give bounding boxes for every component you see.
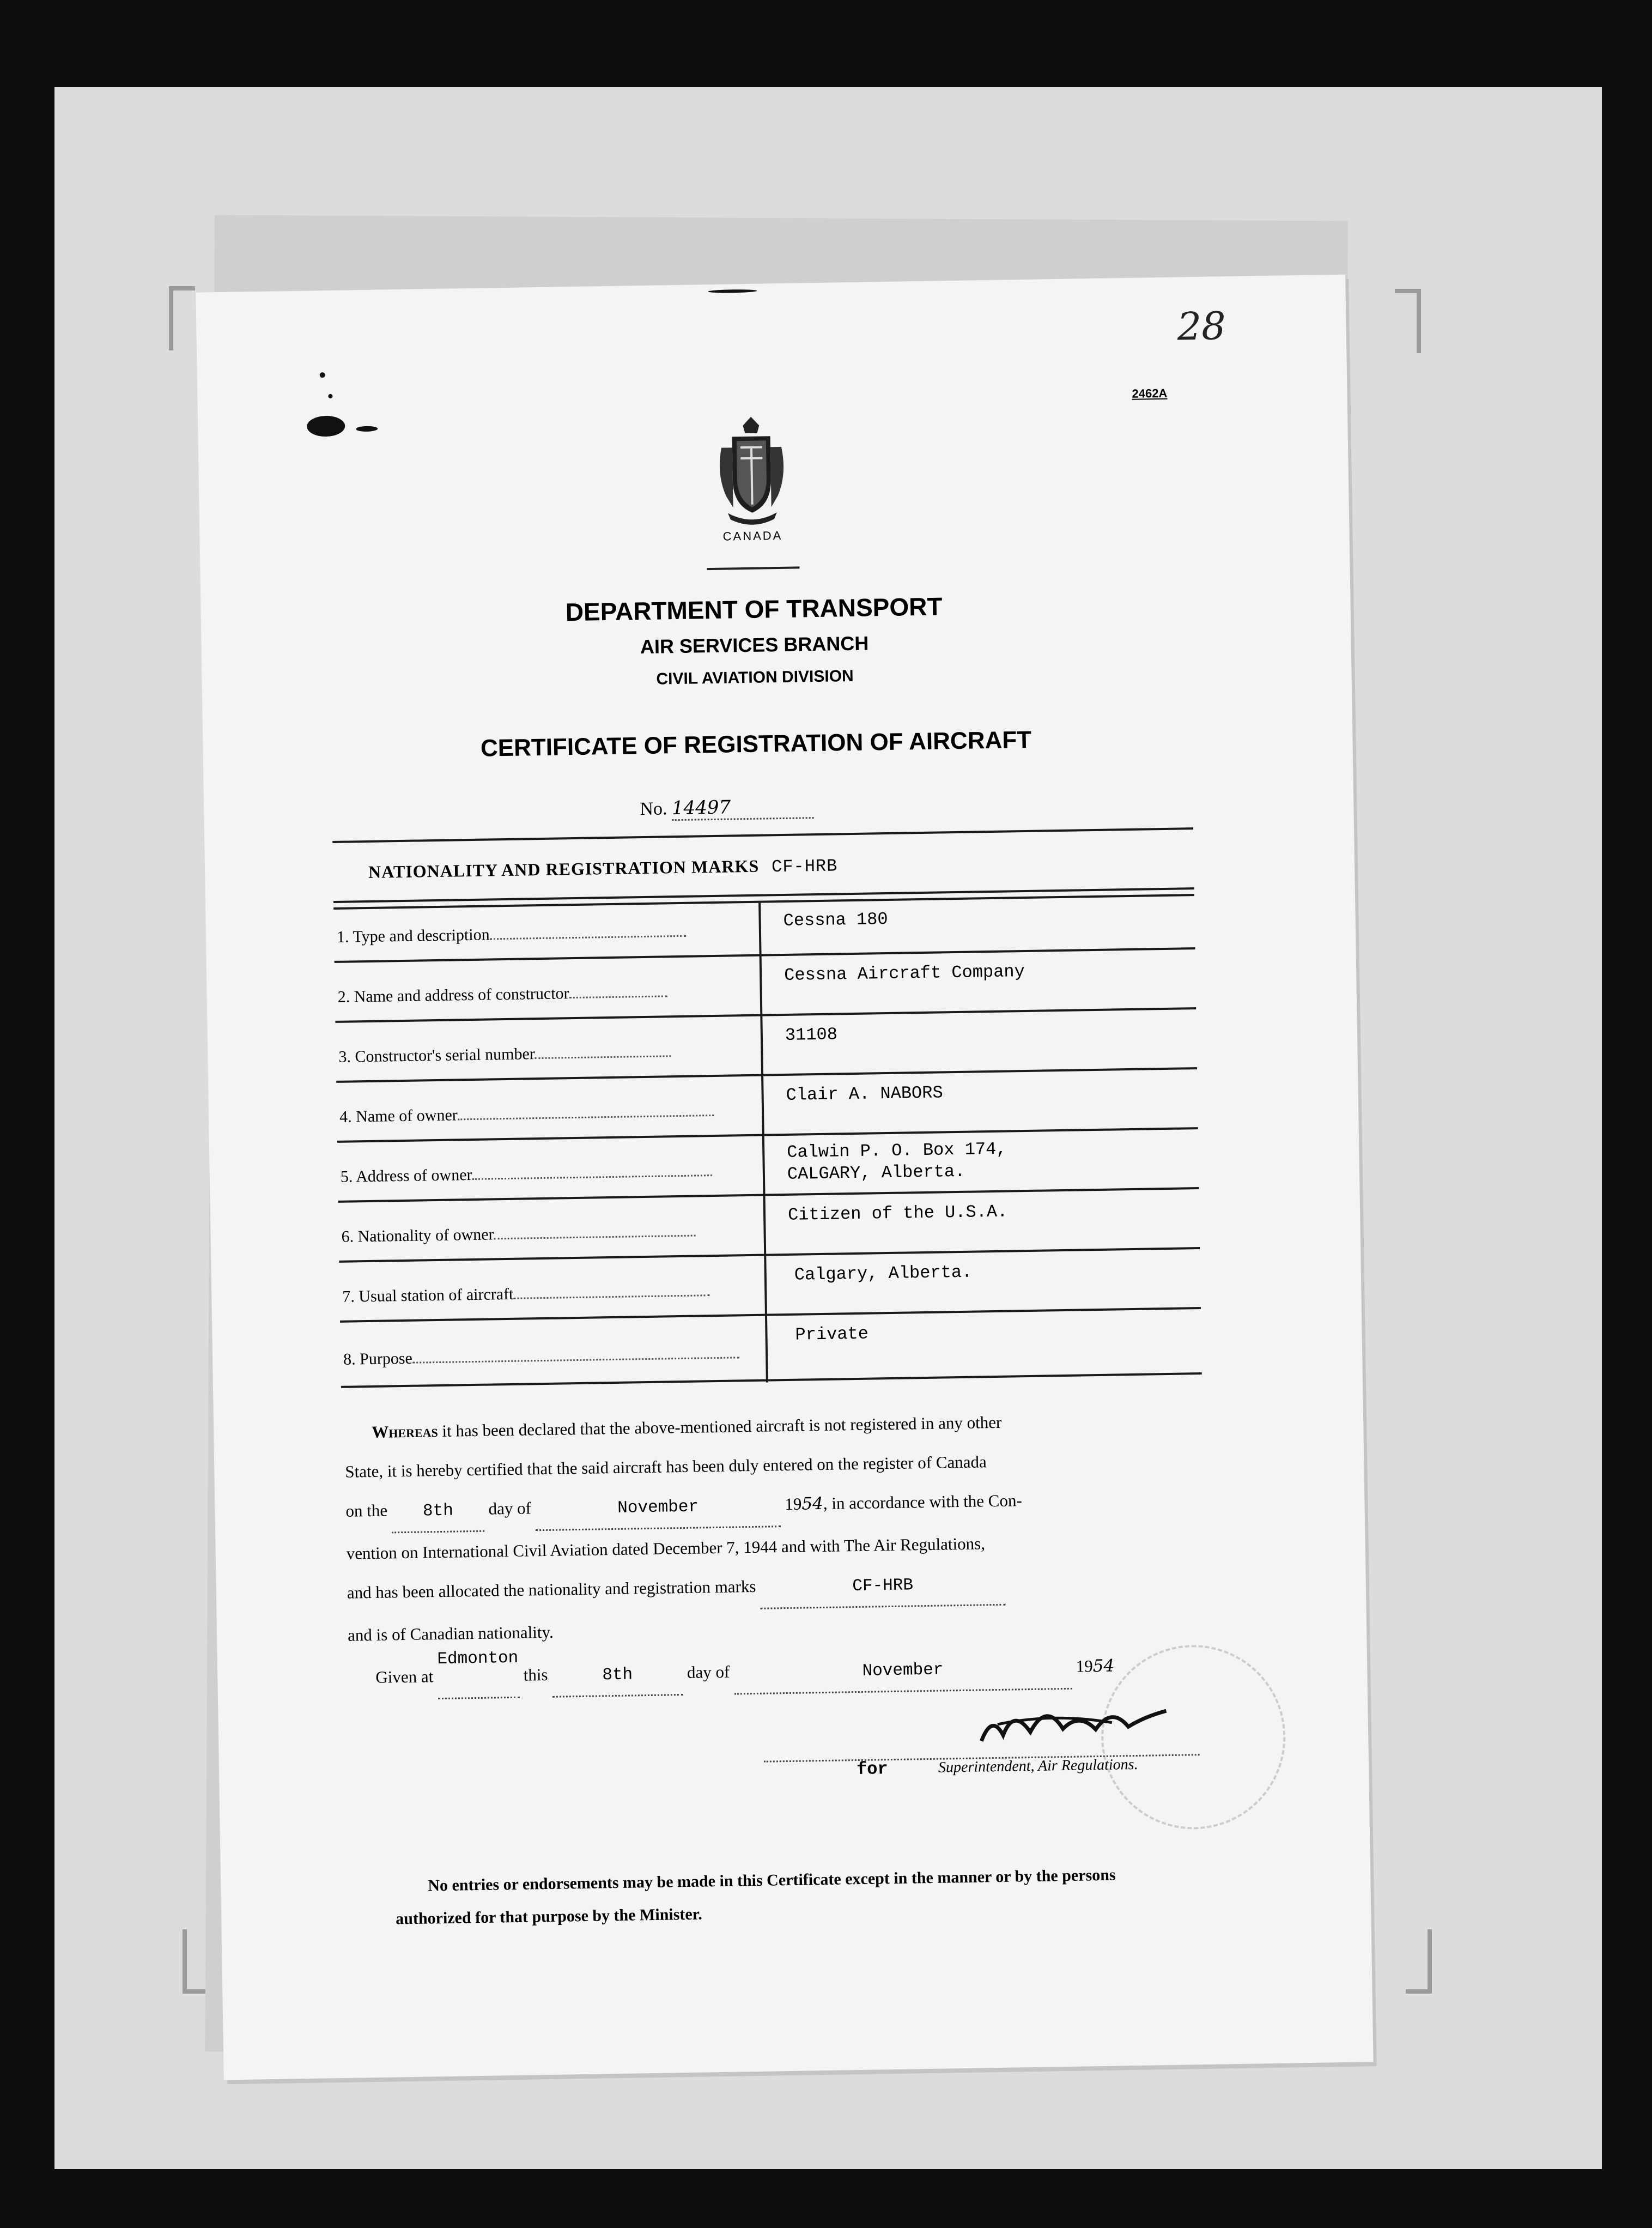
ink-smudge xyxy=(356,426,378,432)
given-at-line: Given at Edmonton this 8th day of November 1954 xyxy=(375,1644,1248,1700)
ink-speck xyxy=(320,372,325,378)
table-row-label: 7. Usual station of aircraft xyxy=(342,1281,767,1306)
crop-mark-top-left xyxy=(169,286,195,350)
registration-marks-value: CF-HRB xyxy=(771,856,838,877)
table-row-label: 4. Name of owner xyxy=(339,1101,764,1127)
table-row-rule xyxy=(338,1187,1199,1203)
handwritten-page-number: 28 xyxy=(1176,304,1226,349)
table-row-label: 3. Constructor's serial number xyxy=(338,1042,763,1067)
table-row-label: 8. Purpose xyxy=(343,1344,768,1369)
table-row-value: Calwin P. O. Box 174, CALGARY, Alberta. xyxy=(786,1139,1007,1184)
divider xyxy=(707,566,799,570)
given-year: 54 xyxy=(1092,1656,1115,1676)
table-row-value: Citizen of the U.S.A. xyxy=(787,1201,1008,1225)
crop-mark-top-right xyxy=(1395,289,1421,353)
table-row-value: Private xyxy=(795,1323,869,1345)
signatory-title: Superintendent, Air Regulations. xyxy=(938,1755,1138,1776)
ink-speck xyxy=(328,394,332,398)
footer-notice: No entries or endorsements may be made in this Certificate except in the manner or by the persons authorized for that purpose by the Minister. xyxy=(396,1866,1116,1928)
table-row-value: Calgary, Alberta. xyxy=(794,1262,973,1285)
table-row-value: Cessna Aircraft Company xyxy=(784,961,1025,985)
allocated-marks: CF-HRB xyxy=(760,1565,1006,1609)
ink-streak xyxy=(708,289,757,293)
certificate-page xyxy=(196,275,1373,2080)
table-column-divider xyxy=(758,903,768,1383)
registration-year: 54 xyxy=(801,1493,824,1514)
canada-coat-of-arms-icon xyxy=(710,414,793,530)
department-heading: DEPARTMENT OF TRANSPORT xyxy=(565,592,943,627)
certificate-number-value: 14497 xyxy=(672,795,814,821)
table-row-value: Clair A. NABORS xyxy=(786,1082,943,1105)
table-row-rule xyxy=(336,1067,1197,1083)
registration-marks xyxy=(368,855,838,883)
crest-caption: CANADA xyxy=(722,528,783,543)
table-row-rule xyxy=(335,947,1195,963)
table-row-value: 31108 xyxy=(785,1024,838,1045)
table-row-rule xyxy=(337,1127,1198,1143)
table-top-rule xyxy=(332,827,1193,843)
table-row-label: 2. Name and address of constructor xyxy=(337,982,762,1007)
crop-mark-bottom-right xyxy=(1406,1929,1432,1994)
ink-smudge xyxy=(307,416,345,437)
certificate-title: CERTIFICATE OF REGISTRATION OF AIRCRAFT xyxy=(480,726,1032,762)
table-row-value: Cessna 180 xyxy=(783,909,888,931)
form-number: 2462A xyxy=(1132,386,1168,401)
division-heading: CIVIL AVIATION DIVISION xyxy=(656,667,854,688)
certification-paragraph: Whereas it has been declared that the above-mentioned aircraft is not registered in any other State, it is hereby certified that the said aircraft has been duly entered on the register of Canada on the 8th day of November 1954, in accordance with the Con- vention on International Civil Aviation dated December 7, 1944 and with The Air Regulations, and has been allocated the nationality and registration marks CF-HRB and is of Canadian nationality. xyxy=(345,1412,1023,1645)
crop-mark-bottom-left xyxy=(183,1929,209,1994)
table-row-rule xyxy=(339,1247,1200,1263)
table-row-label: 1. Type and description xyxy=(337,922,762,947)
certificate-number xyxy=(640,795,813,821)
table-row-rule xyxy=(335,1007,1196,1023)
table-row-label: 6. Nationality of owner xyxy=(341,1221,766,1246)
handwritten-signature xyxy=(970,1689,1178,1758)
given-place: Edmonton xyxy=(437,1657,519,1699)
registration-day: 8th xyxy=(391,1491,484,1534)
signature-for: for xyxy=(856,1759,888,1780)
table-row-rule xyxy=(340,1307,1201,1323)
registration-marks-label: NATIONALITY AND REGISTRATION MARKS xyxy=(368,856,760,882)
branch-heading: AIR SERVICES BRANCH xyxy=(640,632,869,658)
registration-month: November xyxy=(535,1486,781,1531)
given-day: 8th xyxy=(552,1655,683,1698)
table-row-label: 5. Address of owner xyxy=(341,1161,766,1186)
table-bottom-rule xyxy=(341,1372,1202,1388)
given-month: November xyxy=(734,1649,1072,1695)
certificate-number-label: No. xyxy=(640,798,667,820)
